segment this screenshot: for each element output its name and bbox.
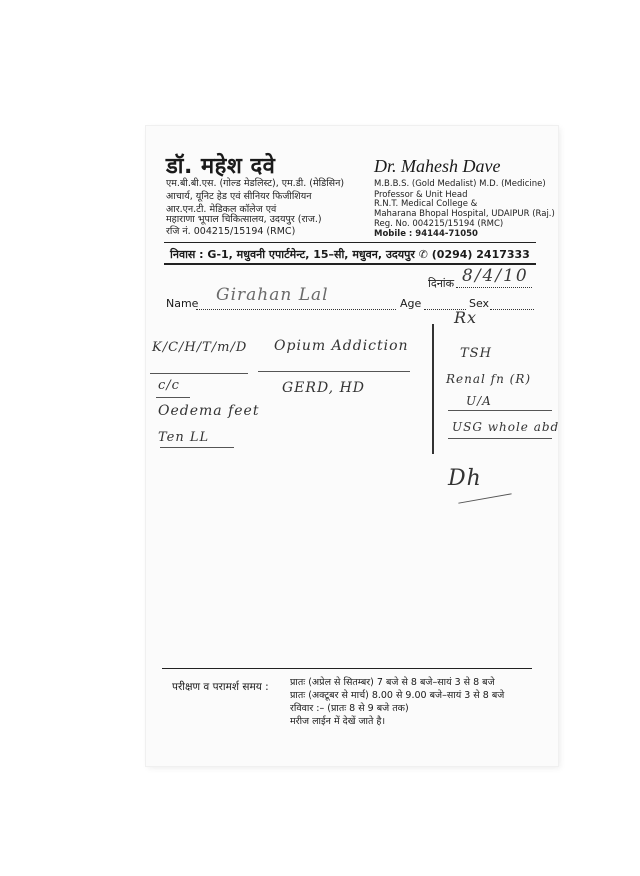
english-qualification-line: Maharana Bhopal Hospital, UDAIPUR (Raj.) <box>374 209 555 219</box>
underline <box>150 373 248 374</box>
investigation-item: U/A <box>466 394 492 408</box>
hindi-qualification-line: महाराणा भूपाल चिकित्सालय, उदयपुर (राज.) <box>166 214 322 225</box>
sex-label: Sex <box>469 297 490 310</box>
investigation-item: Renal fn (R) <box>446 372 532 386</box>
consultation-hours-line: प्रातः (अप्रेल से सितम्बर) 7 बजे से 8 बजे–सायं 3 से 8 बजे <box>290 677 495 688</box>
handwritten-note: GERD, HD <box>282 380 366 396</box>
consultation-hours-label: परीक्षण व परामर्श समय : <box>172 681 269 693</box>
footer-rule <box>162 668 532 669</box>
hindi-qualification-line: एम.बी.बी.एस. (गोल्ड मेडलिस्ट), एम.डी. (मेडिसिन) <box>166 178 345 189</box>
doctor-signature: Dh <box>448 466 482 491</box>
sex-line <box>490 309 534 310</box>
handwritten-note: K/C/H/T/m/D <box>152 340 248 355</box>
rx-symbol: Rx <box>454 308 478 327</box>
bracket-line <box>432 324 434 454</box>
consultation-hours-line: मरीज लाईन में देखें जाते है। <box>290 716 386 727</box>
date-line <box>456 287 532 288</box>
handwritten-note: c/c <box>158 378 180 393</box>
header-rule-bottom <box>164 263 536 265</box>
doctor-name-english: Dr. Mahesh Dave <box>374 156 501 176</box>
investigation-item: USG whole abd <box>452 420 560 434</box>
header-rule-top <box>164 242 536 243</box>
mobile-number: Mobile : 94144-71050 <box>374 229 478 239</box>
english-registration: Reg. No. 004215/15194 (RMC) <box>374 219 504 229</box>
english-qualification-line: Professor & Unit Head <box>374 190 468 200</box>
age-label: Age <box>400 297 422 310</box>
name-line <box>196 309 396 310</box>
handwritten-note: Opium Addiction <box>274 338 409 354</box>
date-value: 8/4/10 <box>462 266 529 286</box>
underline <box>156 397 190 398</box>
handwritten-note: Oedema feet <box>158 403 260 419</box>
underline <box>258 371 410 372</box>
handwritten-note: Ten LL <box>158 430 210 445</box>
hindi-qualification-line: आचार्य, यूनिट हेड एवं सीनियर फिजीशियन <box>166 191 312 202</box>
underline <box>160 447 234 448</box>
date-label: दिनांक <box>428 277 455 290</box>
doctor-name-hindi: डॉ. महेश दवे <box>166 154 276 179</box>
investigation-item: TSH <box>460 346 492 361</box>
name-label: Name <box>166 297 199 310</box>
consultation-hours-line: प्रातः (अक्टूबर से मार्च) 8.00 से 9.00 बजे–सायं 3 से 8 बजे <box>290 690 505 701</box>
english-qualification-line: R.N.T. Medical College & <box>374 199 478 209</box>
patient-name: Girahan Lal <box>216 285 329 305</box>
hindi-qualification-line: आर.एन.टी. मेडिकल कॉलेज एवं <box>166 204 277 215</box>
underline <box>448 410 552 411</box>
consultation-hours-line: रविवार :– (प्रातः 8 से 9 बजे तक) <box>290 703 409 714</box>
underline <box>448 438 552 439</box>
hindi-registration: रजि नं. 004215/15194 (RMC) <box>166 226 296 237</box>
residence-address: निवास : G-1, मधुवनी एपार्टमेन्ट, 15–सी, मधुवन, उदयपुर ✆ (0294) 2417333 <box>170 248 530 261</box>
english-qualification-line: M.B.B.S. (Gold Medalist) M.D. (Medicine) <box>374 179 546 189</box>
